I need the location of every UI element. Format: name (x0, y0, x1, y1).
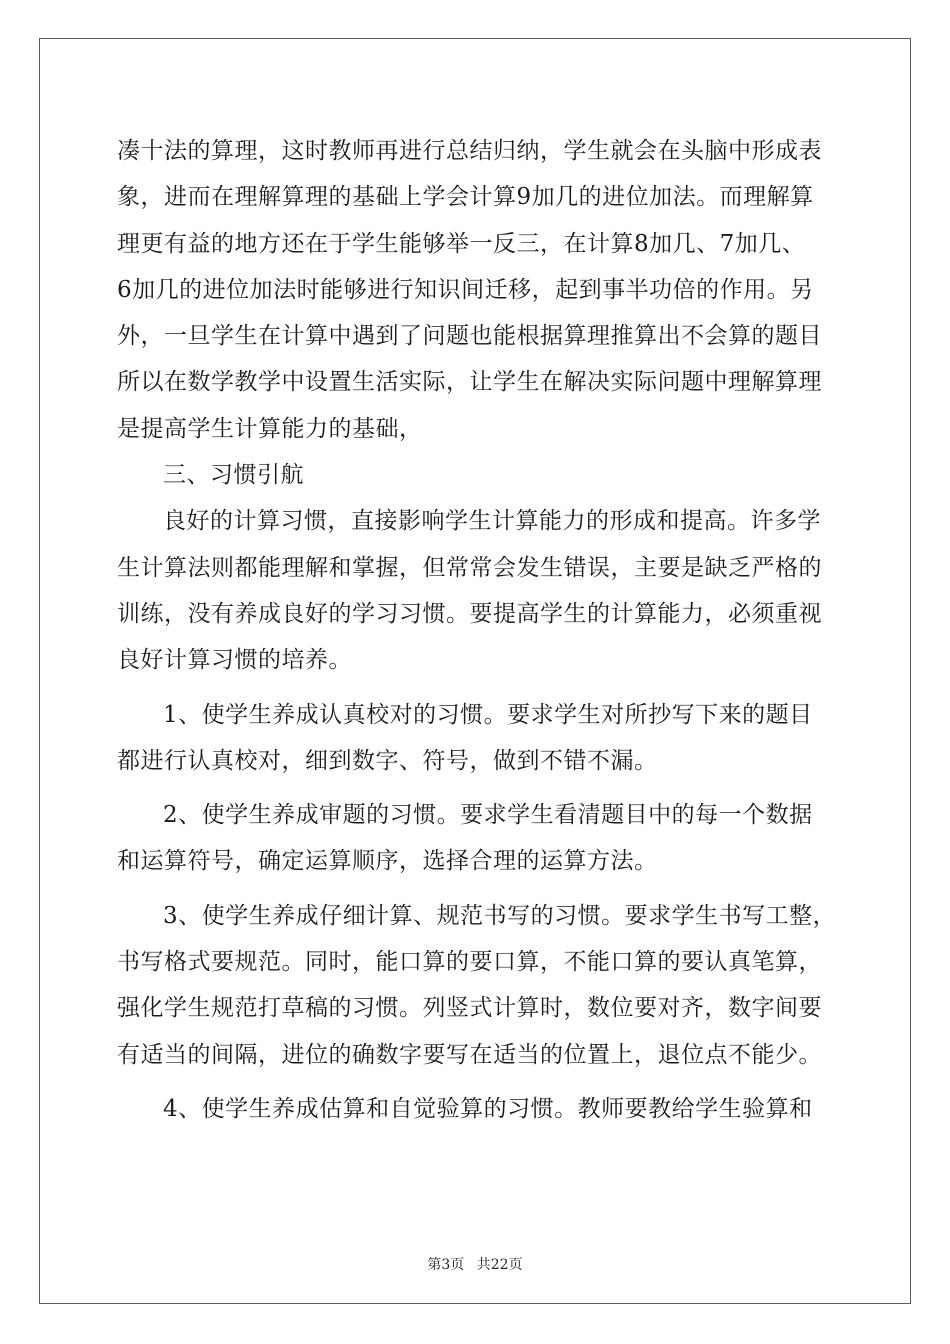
page-total: 共22页 (476, 1257, 523, 1273)
text-line: 1、使学生养成认真校对的习惯。要求学生对所抄写下来的题目 (163, 701, 813, 728)
text-line: 凑十法的算理，这时教师再进行总结归纳，学生就会在头脑中形成表 (117, 138, 822, 164)
text-line: 6加几的进位加法时能够进行知识间迁移，起到事半功倍的作用。另 (117, 276, 814, 303)
text-line: 和运算符号，确定运算顺序，选择合理的运算方法。 (117, 848, 658, 875)
document-body (117, 128, 837, 1132)
text-line: 理更有益的地方还在于学生能够举一反三，在计算8加几、7加几、 (117, 230, 806, 257)
text-line: 生计算法则都能理解和掌握，但常常会发生错误，主要是缺乏严格的 (117, 554, 822, 581)
text-line: 训练，没有养成良好的学习习惯。要提高学生的计算能力，必须重视 (117, 600, 822, 627)
page-footer (0, 1254, 950, 1274)
text-line: 是提高学生计算能力的基础， (117, 415, 423, 442)
section-heading (117, 452, 837, 498)
paragraph (117, 792, 837, 885)
text-line: 强化学生规范打草稿的习惯。列竖式计算时，数位要对齐，数字间要 (117, 995, 822, 1022)
text-line: 象，进而在理解算理的基础上学会计算9加几的进位加法。而理解算 (117, 184, 814, 211)
section-heading-text: 三、习惯引航 (163, 462, 304, 489)
text-line: 外，一旦学生在计算中遇到了问题也能根据算理推算出不会算的题目 (117, 323, 822, 350)
paragraph (117, 1086, 837, 1132)
text-line: 2、使学生养成审题的习惯。要求学生看清题目中的每一个数据 (163, 802, 813, 829)
text-line: 书写格式要规范。同时，能口算的要口算，不能口算的要认真笔算， (117, 949, 822, 976)
text-line: 良好的计算习惯，直接影响学生计算能力的形成和提高。许多学 (163, 508, 821, 535)
text-line: 4、使学生养成估算和自觉验算的习惯。教师要教给学生验算和 (163, 1095, 813, 1122)
text-line: 都进行认真校对，细到数字、符号，做到不错不漏。 (117, 747, 658, 774)
paragraph (117, 128, 837, 452)
paragraph (117, 498, 837, 683)
text-line: 3、使学生养成仔细计算、规范书写的习惯。要求学生书写工整， (163, 902, 837, 929)
text-line: 所以在数学教学中设置生活实际，让学生在解决实际问题中理解算理 (117, 369, 822, 396)
page-number: 第3页 (427, 1257, 465, 1273)
text-line: 良好计算习惯的培养。 (117, 647, 352, 674)
text-line: 有适当的间隔，进位的确数字要写在适当的位置上，退位点不能少。 (117, 1041, 822, 1068)
paragraph (117, 893, 837, 1078)
paragraph (117, 692, 837, 785)
